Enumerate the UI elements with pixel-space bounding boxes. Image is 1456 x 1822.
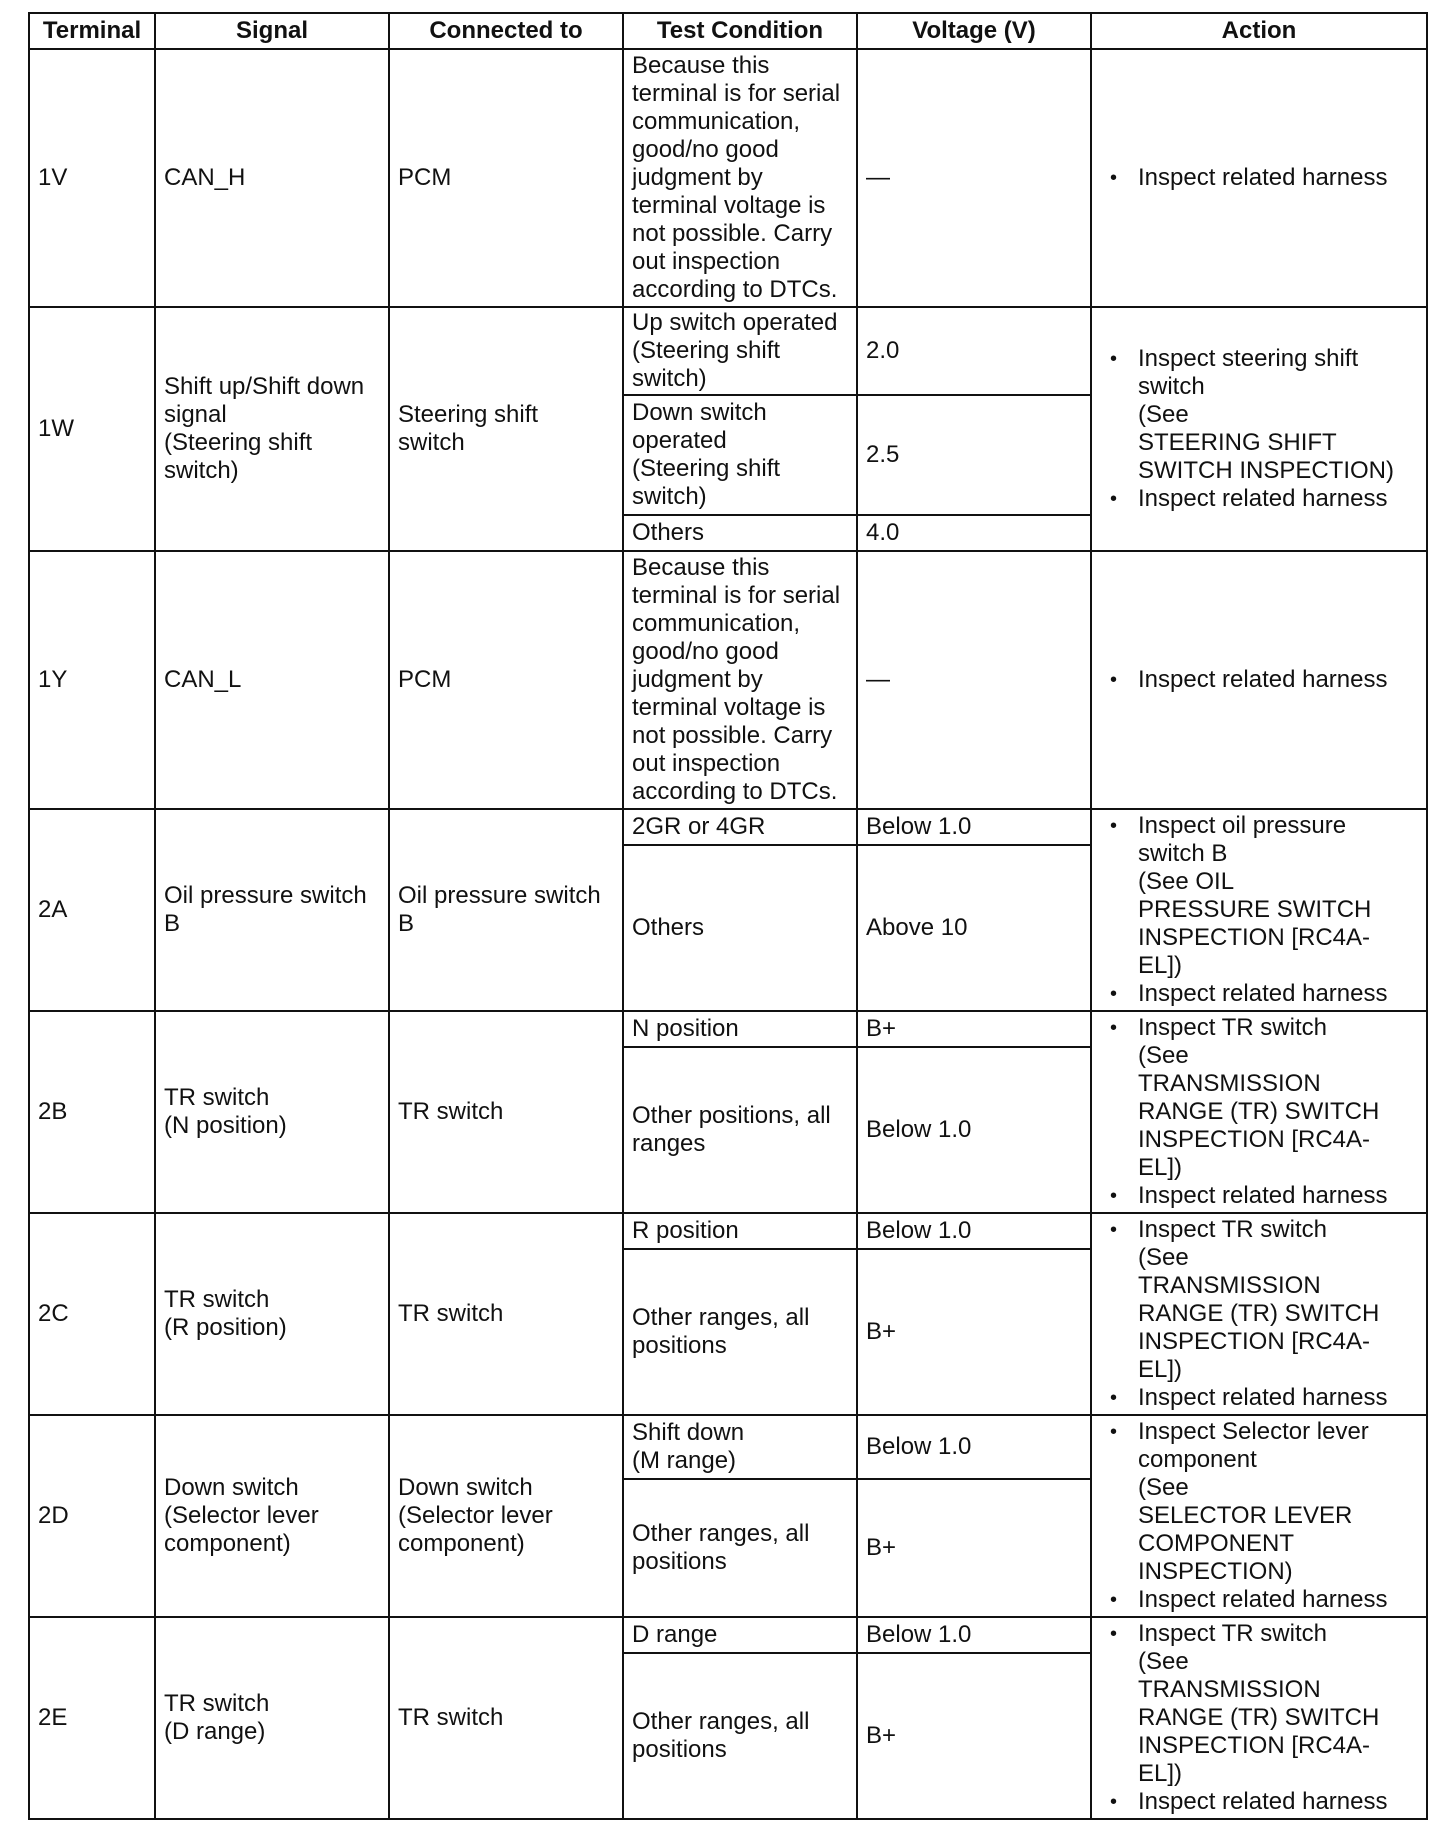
action-item [1100,1216,1418,1384]
action-cell [1091,809,1427,1011]
table-row-2e [29,1617,1427,1653]
action-item [1100,1788,1418,1816]
bullet-icon: • [1110,1421,1118,1443]
bullet-icon: • [1110,1791,1118,1813]
voltage-cell: — [857,49,1091,307]
test-condition-cell: Up switch operated (Steering shift switch) [623,307,857,395]
action-item [1100,485,1418,513]
action-list [1100,1014,1418,1210]
signal-cell: CAN_L [155,551,389,809]
test-condition-cell: Other ranges, all positions [623,1249,857,1415]
action-cell [1091,1011,1427,1213]
header-voltage: Voltage (V) [857,13,1091,49]
action-item [1100,1384,1418,1412]
test-condition-cell: N position [623,1011,857,1047]
voltage-cell: B+ [857,1249,1091,1415]
bullet-icon: • [1110,1623,1118,1645]
signal-cell: Shift up/Shift down signal (Steering shift switch) [155,307,389,551]
voltage-cell: Below 1.0 [857,1415,1091,1479]
action-cell [1091,1213,1427,1415]
action-text: Inspect related harness [1138,980,1388,1007]
table-row-1v [29,49,1427,307]
action-text: Inspect related harness [1138,1586,1388,1613]
action-text: Inspect steering shift switch (See STEERING SHIFT SWITCH INSPECTION) [1138,345,1394,484]
voltage-cell: Below 1.0 [857,1617,1091,1653]
test-condition-cell: Other ranges, all positions [623,1479,857,1617]
action-item [1100,812,1418,980]
terminal-inspection-sheet [28,12,1428,1820]
test-condition-cell: Shift down (M range) [623,1415,857,1479]
action-item [1100,345,1418,485]
terminal-cell: 2D [29,1415,155,1617]
action-list [1100,666,1418,694]
table-row-1w [29,307,1427,395]
header-signal: Signal [155,13,389,49]
signal-cell: TR switch (D range) [155,1617,389,1819]
bullet-icon: • [1110,488,1118,510]
action-item [1100,666,1418,694]
action-text: Inspect related harness [1138,164,1388,191]
bullet-icon: • [1110,1219,1118,1241]
connected-to-cell: TR switch [389,1011,623,1213]
action-text: Inspect TR switch (See TRANSMISSION RANGE (TR) SWITCH INSPECTION [RC4A- EL]) [1138,1216,1380,1383]
action-text: Inspect related harness [1138,1384,1388,1411]
signal-cell: Down switch (Selector lever component) [155,1415,389,1617]
test-condition-cell: 2GR or 4GR [623,809,857,845]
voltage-cell: 4.0 [857,515,1091,551]
test-condition-cell: Other ranges, all positions [623,1653,857,1819]
test-condition-cell: Others [623,515,857,551]
terminal-cell: 2A [29,809,155,1011]
table-row-2b [29,1011,1427,1047]
terminal-cell: 1W [29,307,155,551]
connected-to-cell: Steering shift switch [389,307,623,551]
voltage-cell: — [857,551,1091,809]
header-test-condition: Test Condition [623,13,857,49]
header-connected-to: Connected to [389,13,623,49]
terminal-cell: 1V [29,49,155,307]
action-item [1100,1182,1418,1210]
action-text: Inspect related harness [1138,666,1388,693]
bullet-icon: • [1110,983,1118,1005]
bullet-icon: • [1110,1589,1118,1611]
voltage-cell: Above 10 [857,845,1091,1011]
test-condition-cell: R position [623,1213,857,1249]
bullet-icon: • [1110,815,1118,837]
header-terminal: Terminal [29,13,155,49]
signal-cell: TR switch (N position) [155,1011,389,1213]
table-row-2c [29,1213,1427,1249]
action-text: Inspect Selector lever component (See SELECTOR LEVER COMPONENT INSPECTION) [1138,1418,1369,1585]
action-text: Inspect related harness [1138,485,1388,512]
signal-cell: CAN_H [155,49,389,307]
table-row-1y [29,551,1427,809]
terminal-cell: 2C [29,1213,155,1415]
action-list [1100,164,1418,192]
voltage-cell: B+ [857,1653,1091,1819]
action-item [1100,1586,1418,1614]
voltage-cell: Below 1.0 [857,809,1091,845]
action-cell [1091,307,1427,551]
action-list [1100,345,1418,513]
action-item [1100,1014,1418,1182]
test-condition-cell: Because this terminal is for serial communication, good/no good judgment by terminal voltage is not possible. Carry out inspection according to DTCs. [623,49,857,307]
connected-to-cell: TR switch [389,1617,623,1819]
voltage-cell: Below 1.0 [857,1213,1091,1249]
test-condition-cell: D range [623,1617,857,1653]
action-text: Inspect TR switch (See TRANSMISSION RANGE (TR) SWITCH INSPECTION [RC4A- EL]) [1138,1620,1380,1787]
connected-to-cell: Down switch (Selector lever component) [389,1415,623,1617]
voltage-cell: Below 1.0 [857,1047,1091,1213]
terminal-voltage-table [28,12,1428,1820]
bullet-icon: • [1110,1017,1118,1039]
action-item [1100,980,1418,1008]
action-cell [1091,1617,1427,1819]
action-text: Inspect related harness [1138,1182,1388,1209]
voltage-cell: 2.0 [857,307,1091,395]
test-condition-cell: Other positions, all ranges [623,1047,857,1213]
bullet-icon: • [1110,1185,1118,1207]
test-condition-cell: Others [623,845,857,1011]
action-text: Inspect oil pressure switch B (See OIL PRESSURE SWITCH INSPECTION [RC4A- EL]) [1138,812,1372,979]
action-list [1100,1620,1418,1816]
action-item [1100,1418,1418,1586]
bullet-icon: • [1110,348,1118,370]
terminal-cell: 1Y [29,551,155,809]
header-action: Action [1091,13,1427,49]
action-item [1100,164,1418,192]
action-cell [1091,49,1427,307]
action-list [1100,812,1418,1008]
signal-cell: Oil pressure switch B [155,809,389,1011]
action-list [1100,1418,1418,1614]
action-text: Inspect TR switch (See TRANSMISSION RANGE (TR) SWITCH INSPECTION [RC4A- EL]) [1138,1014,1380,1181]
connected-to-cell: TR switch [389,1213,623,1415]
table-row-2d [29,1415,1427,1479]
action-cell [1091,1415,1427,1617]
voltage-cell: B+ [857,1011,1091,1047]
voltage-cell: 2.5 [857,395,1091,515]
bullet-icon: • [1110,1387,1118,1409]
header-row [29,13,1427,49]
bullet-icon: • [1110,167,1118,189]
bullet-icon: • [1110,669,1118,691]
action-list [1100,1216,1418,1412]
terminal-cell: 2E [29,1617,155,1819]
test-condition-cell: Down switch operated (Steering shift switch) [623,395,857,515]
table-row-2a [29,809,1427,845]
test-condition-cell: Because this terminal is for serial communication, good/no good judgment by terminal voltage is not possible. Carry out inspection according to DTCs. [623,551,857,809]
action-text: Inspect related harness [1138,1788,1388,1815]
terminal-cell: 2B [29,1011,155,1213]
voltage-cell: B+ [857,1479,1091,1617]
connected-to-cell: PCM [389,49,623,307]
connected-to-cell: PCM [389,551,623,809]
signal-cell: TR switch (R position) [155,1213,389,1415]
connected-to-cell: Oil pressure switch B [389,809,623,1011]
action-cell [1091,551,1427,809]
action-item [1100,1620,1418,1788]
